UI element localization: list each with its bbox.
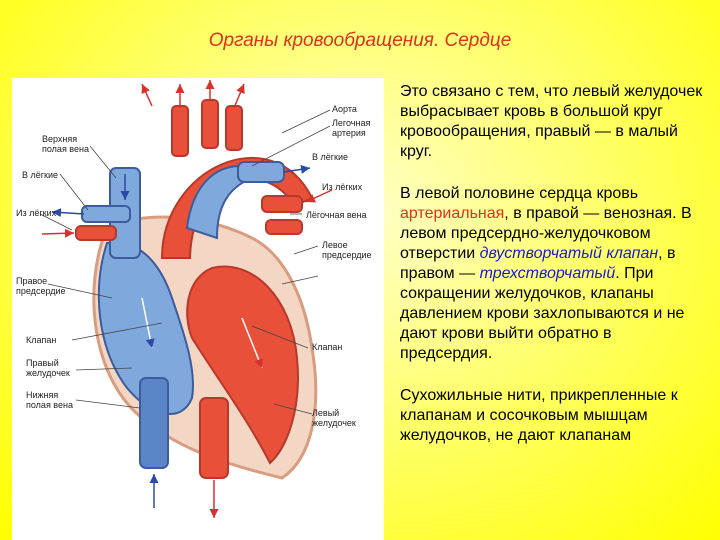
label-pulmonary-vein: Лёгочная вена	[306, 210, 367, 220]
label-right-ventricle: Правый желудочек	[26, 358, 70, 378]
paragraph-3: Сухожильные нити, прикрепленные к клапанам и сосочковым мышцам желудочков, не дают клапанам	[400, 387, 678, 444]
p2-text-b: , в правой — венозная. В левом предсердно-желудочковом отверстии	[400, 205, 692, 262]
label-aorta: Аорта	[332, 104, 357, 114]
label-to-lungs-right: В лёгкие	[312, 152, 349, 162]
label-superior-vena-cava: Верхняя полая вена	[42, 134, 89, 154]
p2-text-c: , в правом —	[400, 245, 676, 282]
label-right-atrium: Правое предсердие	[16, 276, 66, 296]
descending-aorta	[200, 398, 228, 478]
label-left-atrium: Левое предсердие	[322, 240, 372, 260]
label-to-lungs-left: В лёгкие	[22, 170, 59, 180]
paragraph-2	[400, 184, 705, 364]
text-column	[400, 82, 705, 468]
label-valve-right: Клапан	[312, 342, 343, 352]
label-from-lungs-right: Из лёгких	[322, 182, 363, 192]
term-arterial: артериальная	[400, 205, 505, 222]
term-bicuspid-valve: двустворчатый клапан	[479, 245, 659, 262]
slide-title: Органы кровообращения. Сердце	[208, 30, 512, 51]
term-tricuspid: трехстворчатый	[479, 265, 616, 282]
label-left-ventricle: Левый желудочек	[312, 408, 356, 428]
label-from-lungs-left: Из лёгких	[16, 208, 57, 218]
inferior-vena-cava	[140, 378, 168, 468]
label-inferior-vena-cava: Нижняя полая вена	[26, 390, 73, 410]
p2-text-d: . При сокращении желудочков, клапаны давлением крови захлопываются и не дают крови выйти обратно в предсердия.	[400, 265, 685, 362]
paragraph-1: Это связано с тем, что левый желудочек выбрасывает кровь в большой круг кровообращения, правый — в малый круг.	[400, 83, 703, 160]
label-valve-left: Клапан	[26, 335, 57, 345]
p2-text-a: В левой половине сердца кровь	[400, 185, 639, 202]
heart-diagram	[12, 78, 384, 540]
label-pulmonary-artery: Легочная артерия	[332, 118, 371, 138]
